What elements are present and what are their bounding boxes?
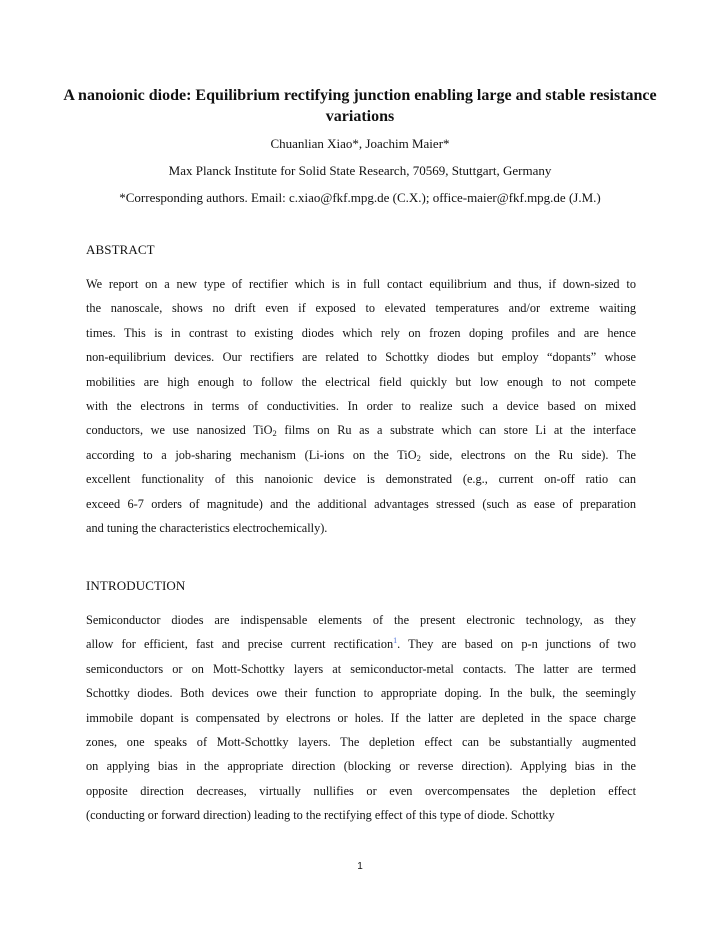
text-line: the nanoscale, shows no drift even if exposed to elevated temperatures and/or extreme waiting bbox=[86, 301, 636, 316]
text-line: exceed 6-7 orders of magnitude) and the additional advantages stressed (such as ease of preparation bbox=[86, 496, 636, 511]
text-line: with the electrons in terms of conductivities. In order to realize such a device based on mixed bbox=[86, 399, 636, 414]
text-segment: conductors, we use nanosized TiO bbox=[86, 423, 273, 438]
text-segment: . They are based on p-n junctions of two bbox=[397, 637, 637, 652]
text-line: semiconductors or on Mott-Schottky layers at semiconductor-metal contacts. The latter are termed bbox=[86, 661, 636, 676]
text-line: excellent functionality of this nanoionic device is demonstrated (e.g., current on-off ratio can bbox=[86, 472, 636, 487]
reference-link[interactable]: 1 bbox=[393, 636, 398, 646]
text-line: Schottky diodes. Both devices owe their function to appropriate doping. In the bulk, the seemingly bbox=[86, 686, 636, 701]
author-affiliation: Max Planck Institute for Solid State Research, 70569, Stuttgart, Germany bbox=[168, 163, 552, 178]
text-line: and tuning the characteristics electrochemically). bbox=[86, 521, 328, 536]
abstract-heading: ABSTRACT bbox=[86, 242, 155, 257]
page-number: 1 bbox=[357, 861, 363, 872]
text-line: mobilities are high enough to follow the electrical field quickly but low enough to not compete bbox=[86, 374, 636, 389]
text-line: (conducting or forward direction) leading to the rectifying effect of this type of diode. Schottky bbox=[86, 808, 555, 823]
text-line bbox=[86, 418, 636, 442]
text-line: on applying bias in the appropriate direction (blocking or reverse direction). Applying bias in the bbox=[86, 759, 636, 774]
text-line: non-equilibrium devices. Our rectifiers are related to Schottky diodes but employ “dopants” whose bbox=[86, 350, 636, 365]
text-segment: films on Ru as a substrate which can store Li at the interface bbox=[276, 423, 636, 438]
corresponding-authors: *Corresponding authors. Email: c.xiao@fkf.mpg.de (C.X.); office-maier@fkf.mpg.de (J.M.) bbox=[119, 190, 601, 205]
text-line bbox=[86, 632, 636, 656]
text-line: Semiconductor diodes are indispensable elements of the present electronic technology, as they bbox=[86, 613, 636, 627]
text-line: immobile dopant is compensated by electrons or holes. If the latter are depleted in the space charge bbox=[86, 710, 636, 725]
text-segment: side, electrons on the Ru side). The bbox=[420, 447, 636, 462]
text-line: times. This is in contrast to existing diodes which rely on frozen doping profiles and are hence bbox=[86, 325, 636, 340]
subscript: 2 bbox=[272, 428, 277, 439]
text-line: We report on a new type of rectifier which is in full contact equilibrium and thus, if down-sized to bbox=[86, 277, 636, 291]
paper-title: A nanoionic diode: Equilibrium rectifying junction enabling large and stable resistance variations bbox=[63, 87, 657, 125]
author-list: Chuanlian Xiao*, Joachim Maier* bbox=[270, 136, 450, 151]
subscript: 2 bbox=[416, 452, 421, 463]
introduction-paragraph bbox=[86, 608, 636, 828]
abstract-paragraph bbox=[86, 272, 636, 540]
text-line: zones, one speaks of Mott-Schottky layers. The depletion effect can be substantially augmented bbox=[86, 735, 636, 750]
text-segment: according to a job-sharing mechanism (Li-ions on the TiO bbox=[86, 447, 417, 462]
text-segment: allow for efficient, fast and precise current rectification bbox=[86, 637, 394, 652]
introduction-heading: INTRODUCTION bbox=[86, 578, 186, 593]
text-line bbox=[86, 443, 636, 467]
text-line: opposite direction decreases, virtually nullifies or even overcompensates the depletion effect bbox=[86, 783, 636, 798]
